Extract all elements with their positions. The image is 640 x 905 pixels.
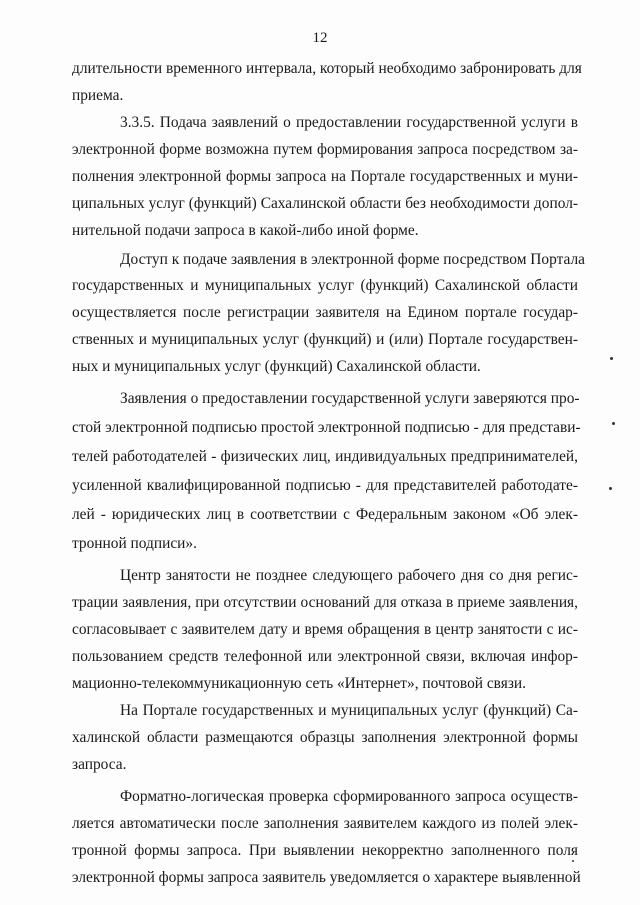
text-line: пользованием средств телефонной или электронной связи, включая инфор- <box>72 648 578 665</box>
scan-speck <box>610 357 613 360</box>
text-line: телей работодателей - физических лиц, индивидуальных предпринимателей, <box>72 448 578 465</box>
text-line: тронной подписи». <box>72 535 197 552</box>
text-line: стой электронной подписью простой электронной подписью - для представи- <box>72 419 581 436</box>
text-line: На Портале государственных и муниципальных услуг (функций) Са- <box>120 702 578 719</box>
text-line: Доступ к подаче заявления в электронной форме посредством Портала <box>120 251 585 268</box>
text-line: мационно-телекоммуникационную сеть «Интернет», почтовой связи. <box>72 675 526 692</box>
text-line: трации заявления, при отсутствии оснований для отказа в приеме заявления, <box>72 594 578 611</box>
text-line: ных и муниципальных услуг (функций) Сахалинской области. <box>72 358 481 375</box>
text-line: полнения электронной формы запроса на Портале государственных и муни- <box>72 168 578 185</box>
text-line: Центр занятости не позднее следующего рабочего дня со дня регис- <box>120 567 578 584</box>
text-line: тронной формы запроса. При выявлении некорректно заполненного поля <box>72 842 578 859</box>
text-line: осуществляется после регистрации заявителя на Едином портале государ- <box>72 304 578 321</box>
scan-speck <box>612 422 615 425</box>
text-line: приема. <box>72 87 124 104</box>
text-line: лей - юридических лиц в соответствии с Федеральным законом «Об элек- <box>72 506 578 523</box>
text-line: 3.3.5. Подача заявлений о предоставлении государственной услуги в <box>120 114 578 131</box>
text-line: запроса. <box>72 756 127 773</box>
text-line: Форматно-логическая проверка сформированного запроса осуществ- <box>120 788 578 805</box>
text-line: длительности временного интервала, который необходимо забронировать для <box>72 60 582 77</box>
text-line: нительной подачи запроса в какой-либо иной форме. <box>72 222 419 239</box>
text-line: ципальных услуг (функций) Сахалинской области без необходимости допол- <box>72 195 578 212</box>
text-line: усиленной квалифицированной подписью - для представителей работодате- <box>72 477 578 494</box>
scan-speck <box>609 487 612 490</box>
text-line: Заявления о предоставлении государственной услуги заверяются про- <box>120 390 580 407</box>
text-line: электронной форме возможна путем формирования запроса посредством за- <box>72 141 578 158</box>
text-line: ляется автоматически после заполнения заявителем каждого из полей элек- <box>72 815 578 832</box>
text-line: электронной формы запроса заявитель уведомляется о характере выявленной <box>72 869 581 886</box>
scan-speck <box>572 860 574 862</box>
text-line: ственных и муниципальных услуг (функций) и (или) Портале государствен- <box>72 331 578 348</box>
text-line: государственных и муниципальных услуг (функций) Сахалинской области <box>72 277 578 294</box>
text-line: халинской области размещаются образцы заполнения электронной формы <box>72 729 578 746</box>
text-line: согласовывает с заявителем дату и время обращения в центр занятости с ис- <box>72 621 578 638</box>
page-number: 12 <box>312 30 328 46</box>
